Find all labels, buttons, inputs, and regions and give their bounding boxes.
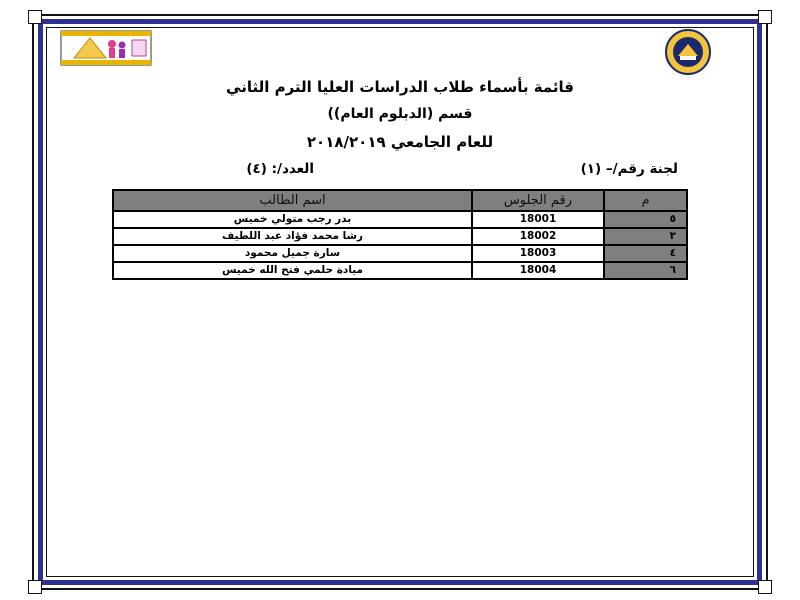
students-table [112, 189, 688, 280]
student-count: العدد/: (٤) [246, 161, 314, 177]
row-seq: ٥ [604, 211, 687, 228]
row-seat-number: 18002 [472, 228, 604, 245]
row-seq: ٦ [604, 262, 687, 279]
row-student-name: رشا محمد فؤاد عبد اللطيف [113, 228, 472, 245]
department-title: قسم (الدبلوم العام)) [327, 106, 473, 122]
faculty-logo-icon [60, 30, 152, 66]
row-seq: ٤ [604, 245, 687, 262]
academic-year-title: للعام الجامعي ٢٠١٨/٢٠١٩ [306, 133, 494, 151]
border-corner [758, 580, 772, 594]
header-student-name: اسم الطالب [113, 190, 472, 211]
row-seat-number: 18003 [472, 245, 604, 262]
row-student-name: بدر رجب متولي خميس [113, 211, 472, 228]
table-row [113, 211, 687, 228]
border-corner [28, 580, 42, 594]
header-seq: م [604, 190, 687, 211]
table-row [113, 245, 687, 262]
page-title: قائمة بأسماء طلاب الدراسات العليا الترم الثاني [226, 78, 574, 96]
table-row [113, 262, 687, 279]
table-row [113, 228, 687, 245]
header-seat-number: رقم الجلوس [472, 190, 604, 211]
row-seq: ٣ [604, 228, 687, 245]
university-seal-icon [664, 28, 712, 76]
table-header-row [113, 190, 687, 211]
border-corner [28, 10, 42, 24]
row-student-name: سارة جميل محمود [113, 245, 472, 262]
row-seat-number: 18001 [472, 211, 604, 228]
committee-number: لجنة رقم/– (١) [580, 161, 678, 177]
row-seat-number: 18004 [472, 262, 604, 279]
border-corner [758, 10, 772, 24]
row-student-name: ميادة حلمي فتح الله خميس [113, 262, 472, 279]
